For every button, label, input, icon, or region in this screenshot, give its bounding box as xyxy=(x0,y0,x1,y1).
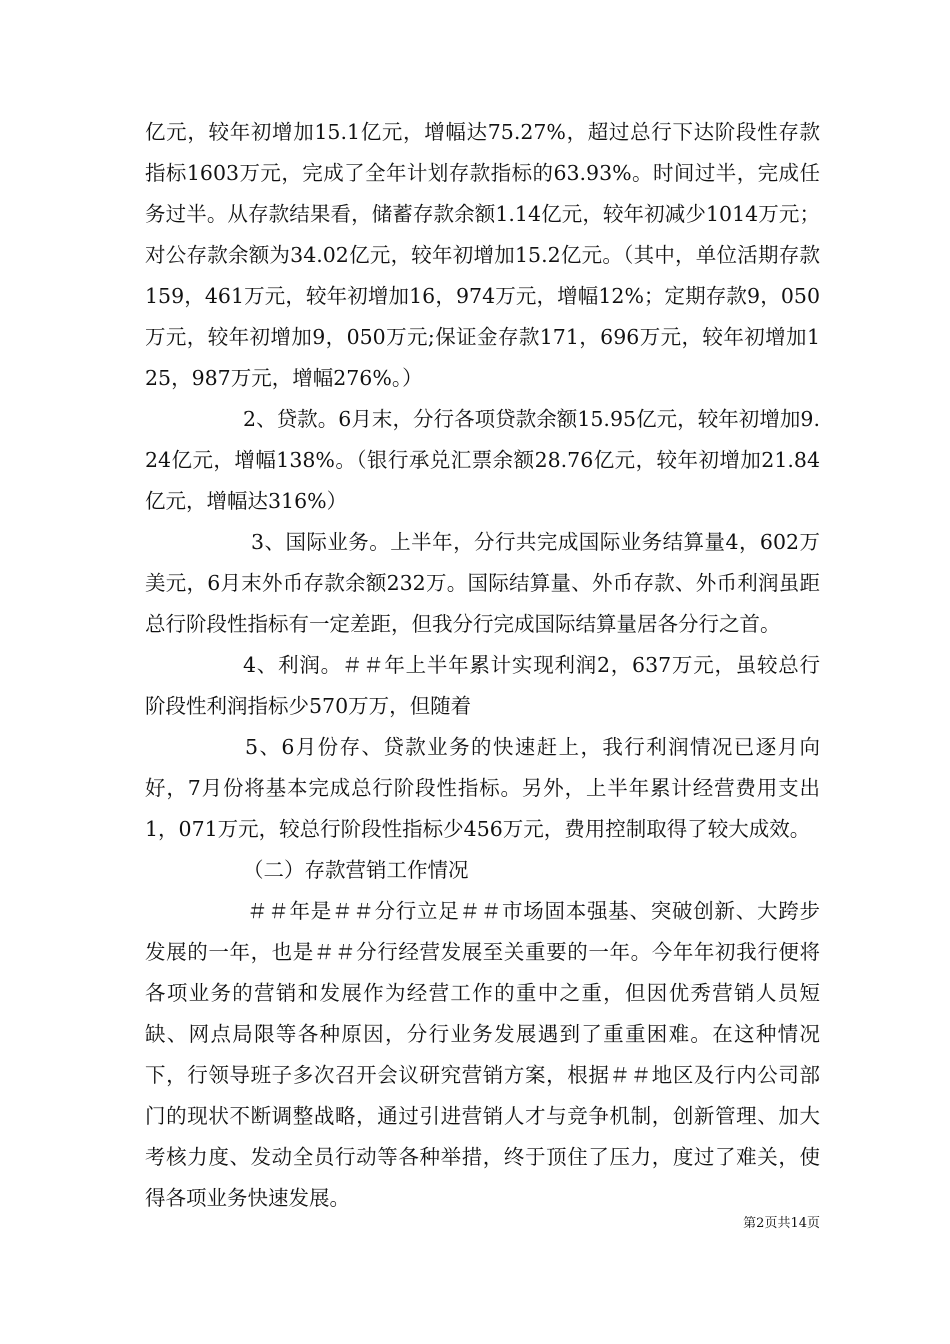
paragraph-loans: 2、贷款。6月末，分行各项贷款余额15.95亿元，较年初增加9.24亿元，增幅138%。（银行承兑汇票余额28.76亿元，较年初增加21.84亿元，增幅达316%） xyxy=(145,407,820,513)
paragraph-deposit-summary: 亿元，较年初增加15.1亿元，增幅达75.27%，超过总行下达阶段性存款指标1603万元，完成了全年计划存款指标的63.93%。时间过半，完成任务过半。从存款结果看，储蓄存款余额1.14亿元，较年初减少1014万元；对公存款余额为34.02亿元，较年初增加15.2亿元。（其中，单位活期存款159，461万元，较年初增加16，974万元，增幅12%；定期存款9，050万元，较年初增加9，050万元;保证金存款171，696万元，较年初增加125，987万元，增幅276%。） xyxy=(145,120,820,390)
paragraph-profit-continued: 5、6月份存、贷款业务的快速赶上，我行利润情况已逐月向好，7月份将基本完成总行阶段性指标。另外，上半年累计经营费用支出1，071万元，较总行阶段性指标少456万元，费用控制取得了较大成效。 xyxy=(145,735,820,841)
section-heading-deposit-marketing: （二）存款营销工作情况 xyxy=(243,858,469,882)
document-body xyxy=(145,112,820,1219)
paragraph-marketing-work: ＃＃年是＃＃分行立足＃＃市场固本强基、突破创新、大跨步发展的一年，也是＃＃分行经营发展至关重要的一年。今年年初我行便将各项业务的营销和发展作为经营工作的重中之重，但因优秀营销人员短缺、网点局限等各种原因，分行业务发展遇到了重重困难。在这种情况下，行领导班子多次召开会议研究营销方案，根据＃＃地区及行内公司部门的现状不断调整战略，通过引进营销人才与竞争机制，创新管理、加大考核力度、发动全员行动等各种举措，终于顶住了压力，度过了难关，使得各项业务快速发展。 xyxy=(145,899,820,1210)
paragraph-profit: 4、利润。＃＃年上半年累计实现利润2，637万元，虽较总行阶段性利润指标少570万万，但随着 xyxy=(145,653,820,718)
paragraph-international-business: 3、国际业务。上半年，分行共完成国际业务结算量4，602万美元，6月末外币存款余额232万。国际结算量、外币存款、外币利润虽距总行阶段性指标有一定差距，但我分行完成国际结算量居各分行之首。 xyxy=(145,530,820,636)
page-number-footer: 第2页共14页 xyxy=(743,1216,820,1231)
